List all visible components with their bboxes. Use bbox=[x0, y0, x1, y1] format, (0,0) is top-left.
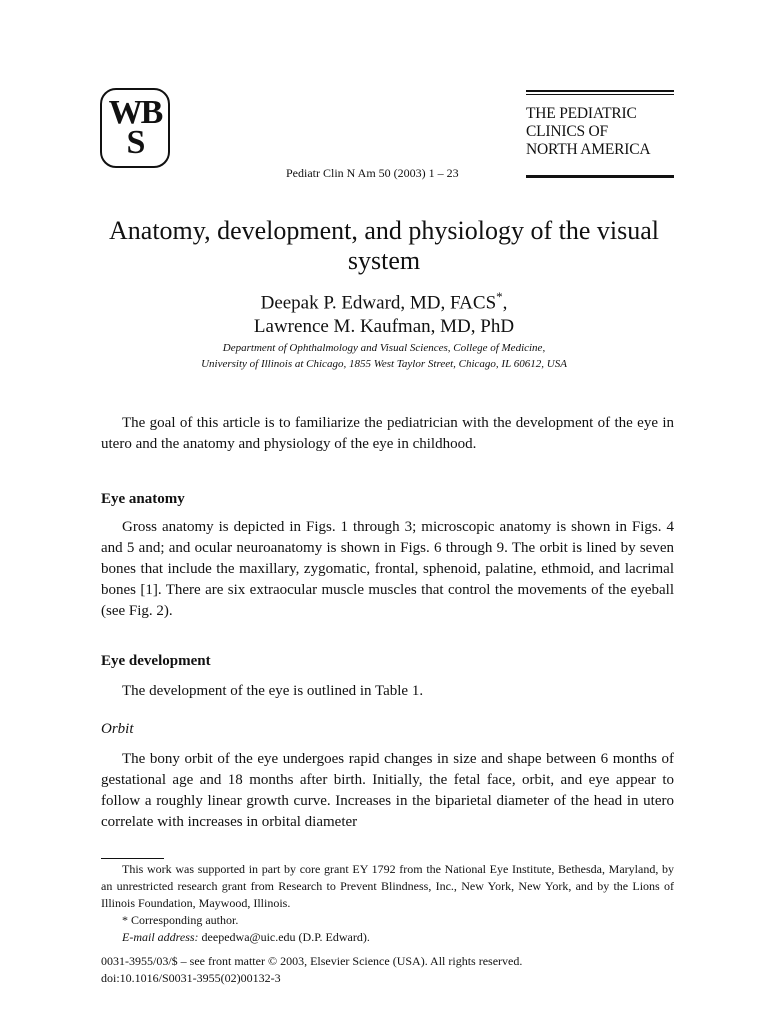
masthead-rule-top-thin bbox=[526, 94, 674, 95]
copyright-block bbox=[101, 953, 674, 987]
affiliation-line-1: Department of Ophthalmology and Visual Sciences, College of Medicine, bbox=[222, 342, 546, 354]
journal-masthead bbox=[526, 90, 674, 159]
journal-name bbox=[526, 105, 674, 159]
section-heading-eye-anatomy: Eye anatomy bbox=[101, 491, 185, 507]
footnote-divider bbox=[101, 858, 164, 859]
author-list bbox=[90, 285, 678, 339]
publisher-logo bbox=[100, 88, 170, 168]
author-1-separator: , bbox=[502, 292, 508, 314]
section-eye-anatomy bbox=[101, 517, 674, 622]
email-label: E-mail address: bbox=[122, 930, 199, 944]
journal-name-line-2: CLINICS OF bbox=[526, 123, 608, 140]
abstract-text: The goal of this article is to familiarize the pediatrician with the development of the eye in utero and the anatomy and physiology of the eye in childhood. bbox=[101, 415, 674, 452]
journal-citation: Pediatr Clin N Am 50 (2003) 1 – 23 bbox=[286, 166, 459, 180]
copyright-line: 0031-3955/03/$ – see front matter © 2003, Elsevier Science (USA). All rights reserved. bbox=[101, 954, 523, 968]
email-footnote bbox=[101, 929, 674, 946]
abstract bbox=[101, 413, 674, 455]
section-eye-development bbox=[101, 681, 674, 702]
author-2-name: Lawrence M. Kaufman, MD, PhD bbox=[253, 316, 515, 338]
article-title: Anatomy, development, and physiology of the visual system bbox=[109, 216, 659, 275]
subsection-heading-orbit: Orbit bbox=[101, 721, 134, 737]
email-address: deepedwa@uic.edu (D.P. Edward). bbox=[201, 930, 370, 944]
eye-development-text: The development of the eye is outlined in Table 1. bbox=[122, 683, 424, 699]
affiliation bbox=[90, 340, 678, 372]
corresponding-mark: * bbox=[496, 289, 503, 304]
logo-line-1: WB bbox=[108, 94, 162, 131]
eye-anatomy-text: Gross anatomy is depicted in Figs. 1 through 3; microscopic anatomy is shown in Figs. 4 and 5 and; and ocular neuroanatomy is shown in Figs. 6 through 9. The orbit is lined by seven bones that include the maxillary, zygomatic, frontal, sphenoid, palatine, ethmoid, and lacrimal bones [1]. There are six extraocular muscle muscles that control the movements of the eyeball (see Fig. 2). bbox=[101, 519, 674, 619]
doi-line: doi:10.1016/S0031-3955(02)00132-3 bbox=[101, 971, 281, 985]
journal-name-line-3: NORTH AMERICA bbox=[526, 141, 651, 158]
logo-line-2: S bbox=[126, 124, 144, 161]
affiliation-line-2: University of Illinois at Chicago, 1855 West Taylor Street, Chicago, IL 60612, USA bbox=[201, 358, 567, 370]
corresponding-author-note: * Corresponding author. bbox=[122, 913, 239, 927]
journal-name-line-1: THE PEDIATRIC bbox=[526, 105, 637, 122]
subsection-orbit bbox=[101, 749, 674, 833]
footnotes bbox=[101, 861, 674, 946]
author-1-name: Deepak P. Edward, MD, FACS bbox=[260, 292, 497, 314]
funding-footnote: This work was supported in part by core grant EY 1792 from the National Eye Institute, Bethesda, Maryland, by an unrestricted research grant from Research to Prevent Blindness, Inc., New York, New York, and by the Lions of Illinois Foundation, Maywood, Illinois. bbox=[101, 862, 674, 910]
section-heading-eye-development: Eye development bbox=[101, 653, 211, 669]
masthead-rule-top bbox=[526, 90, 674, 92]
author-line-1 bbox=[90, 285, 678, 315]
orbit-text: The bony orbit of the eye undergoes rapid changes in size and shape between 6 months of gestational age and 18 months after birth. Initially, the fetal face, orbit, and eye appear to follow a roughly linear growth curve. Increases in the biparietal diameter of the head in utero correlate with increases in orbital diameter bbox=[101, 751, 674, 830]
masthead-rule-bottom bbox=[526, 173, 674, 178]
masthead-rule-bottom-thick bbox=[526, 176, 674, 178]
